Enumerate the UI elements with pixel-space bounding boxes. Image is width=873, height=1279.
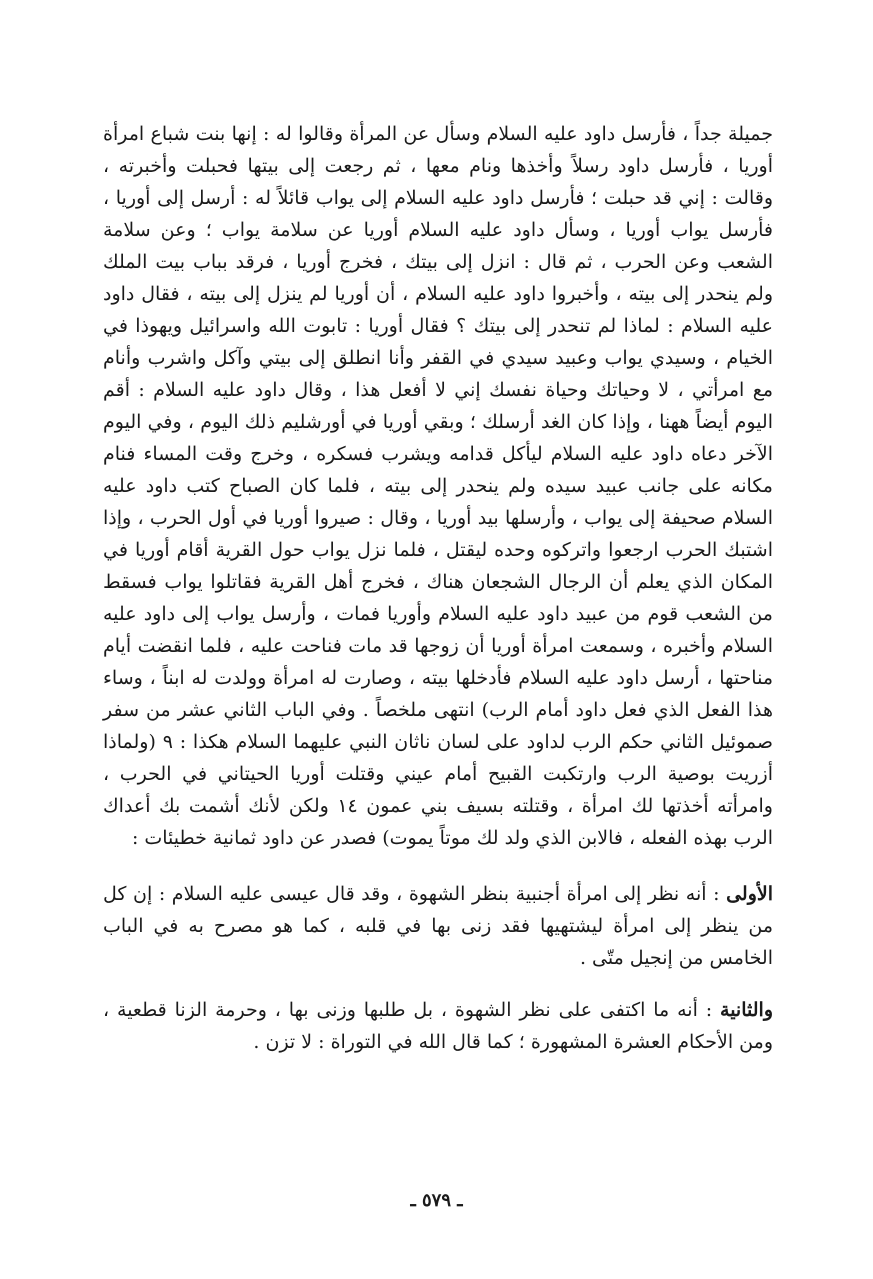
paragraph-text: : أنه نظر إلى امرأة أجنبية بنظر الشهوة ، وقد قال عيسى عليه السلام : إن كل من ينظر إلى امرأة ليشتهيها فقد زنى بها في قلبه ، كما هو مصرح به في الباب الخامس من إنجيل متّى . — [103, 883, 773, 969]
paragraph-lead-word: الأولى — [726, 883, 773, 905]
page-number: ـ ٥٧٩ ـ — [410, 1190, 463, 1211]
page-body — [103, 118, 773, 1058]
body-paragraph — [103, 878, 773, 974]
paragraph-text: : أنه ما اكتفى على نظر الشهوة ، بل طلبها وزنى بها ، وحرمة الزنا قطعية ، ومن الأحكام العشرة المشهورة ؛ كما قال الله في التوراة : لا تزن . — [103, 999, 773, 1053]
body-paragraph — [103, 994, 773, 1058]
body-paragraph: جميلة جداً ، فأرسل داود عليه السلام وسأل عن المرأة وقالوا له : إنها بنت شباع امرأة أوريا ، فأرسل داود رسلاً وأخذها ونام معها ، ثم رجعت إلى بيتها فحبلت وأخبرته ، وقالت : إني قد حبلت ؛ فأرسل داود عليه السلام إلى يواب قائلاً له : أرسل إلى أوريا ، فأرسل يواب أوريا ، وسأل داود عليه السلام أوريا عن سلامة يواب ؛ وعن سلامة الشعب وعن الحرب ، ثم قال : انزل إلى بيتك ، فخرج أوريا ، فرقد بباب بيت الملك ولم ينحدر إلى بيته ، وأخبروا داود عليه السلام ، أن أوريا لم ينزل إلى بيته ، فقال داود عليه السلام : لماذا لم تنحدر إلى بيتك ؟ فقال أوريا : تابوت الله واسرائيل ويهوذا في الخيام ، وسيدي يواب وعبيد سيدي في القفر وأنا انطلق إلى بيتي وآكل واشرب وأنام مع امرأتي ، لا وحياتك وحياة نفسك إني لا أفعل هذا ، وقال داود عليه السلام : أقم اليوم أيضاً ههنا ، وإذا كان الغد أرسلك ؛ وبقي أوريا في أورشليم ذلك اليوم ، وفي اليوم الآخر دعاه داود عليه السلام ليأكل قدامه ويشرب فسكره ، وخرج وقت المساء فنام مكانه على جانب عبيد سيده ولم ينحدر إلى بيته ، فلما كان الصباح كتب داود عليه السلام صحيفة إلى يواب ، وأرسلها بيد أوريا ، وقال : صيروا أوريا في أول الحرب ، وإذا اشتبك الحرب ارجعوا واتركوه وحده ليقتل ، فلما نزل يواب حول القرية أقام أوريا في المكان الذي يعلم أن الرجال الشجعان هناك ، فخرج أهل القرية فقاتلوا يواب فسقط من الشعب قوم من عبيد داود عليه السلام وأوريا فمات ، وأرسل يواب إلى داود عليه السلام وأخبره ، وسمعت امرأة أوريا أن زوجها قد مات فناحت عليه ، فلما انقضت أيام مناحتها ، أرسل داود عليه السلام فأدخلها بيته ، وصارت له امرأة وولدت له ابناً ، وساء هذا الفعل الذي فعل داود أمام الرب) انتهى ملخصاً . وفي الباب الثاني عشر من سفر صموئيل الثاني حكم الرب لداود على لسان ناثان النبي عليهما السلام هكذا : ٩ (ولماذا أزريت بوصية الرب وارتكبت القبيح أمام عيني وقتلت أوريا الحيتاني في الحرب ، وامرأته أخذتها لك امرأة ، وقتلته بسيف بني عمون ١٤ ولكن لأنك أشمت بك أعداك الرب بهذه الفعله ، فالابن الذي ولد لك موتاً يموت) فصدر عن داود ثمانية خطيئات : — [103, 123, 774, 849]
paragraph-lead-word: والثانية — [720, 999, 773, 1021]
